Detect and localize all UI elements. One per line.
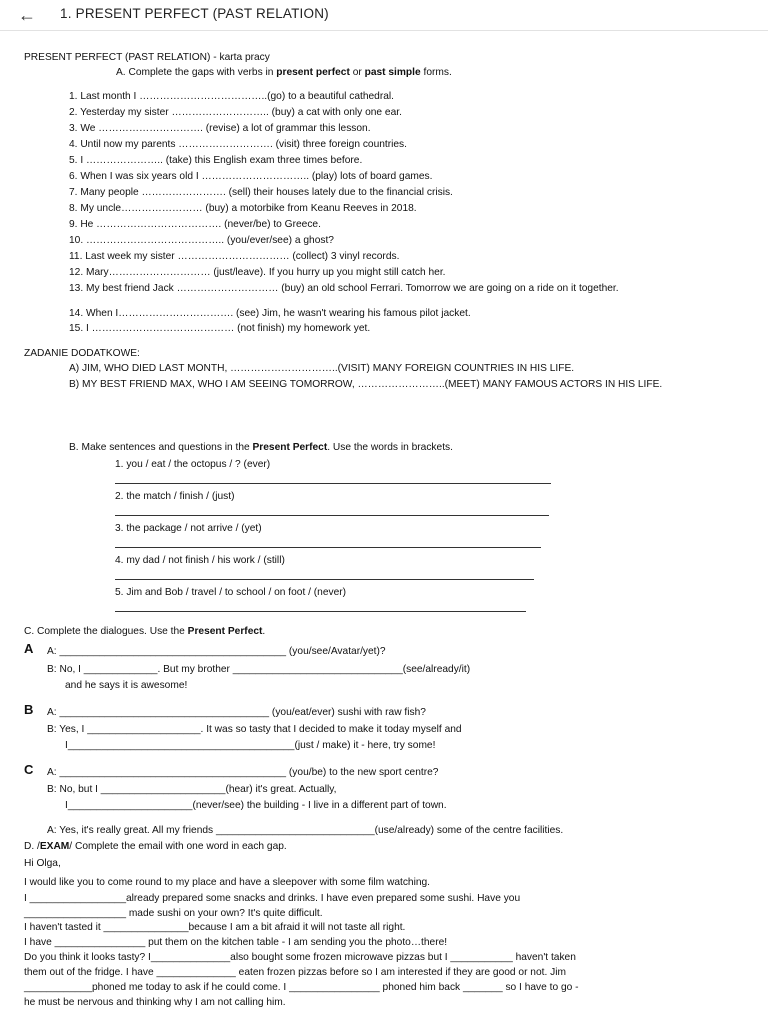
sentence-prompt: 2. the match / finish / (just)	[115, 491, 235, 502]
section-d-instructions: D. /EXAM/ Complete the email with one word in each gap.	[24, 841, 287, 852]
answer-line[interactable]	[115, 579, 534, 580]
email-line: I would like you to come round to my place and have a sleepover with some film watching.	[24, 877, 431, 888]
section-b-instructions: B. Make sentences and questions in the Present Perfect. Use the words in brackets.	[69, 442, 453, 453]
dialogue-letter: B	[24, 702, 34, 717]
exercise-item: 4. Until now my parents ………………………. (visit) three foreign countries.	[69, 139, 407, 150]
section-a-instructions: A. Complete the gaps with verbs in present perfect or past simple forms.	[116, 67, 452, 78]
dialogue-line: B: No, I _____________. But my brother ______________________________(see/already/it)	[47, 664, 471, 675]
email-line: __________________ made sushi on your own? It's quite difficult.	[24, 908, 323, 919]
exercise-item: 8. My uncle…………………… (buy) a motorbike from Keanu Reeves in 2018.	[69, 203, 417, 214]
exercise-item: 12. Mary………………………… (just/leave). If you hurry up you might still catch her.	[69, 267, 446, 278]
sentence-prompt: 1. you / eat / the octopus / ? (ever)	[115, 459, 271, 470]
dialogue-line: B: Yes, I ____________________. It was so tasty that I decided to make it today myself and	[47, 724, 462, 735]
email-line: Hi Olga,	[24, 858, 61, 869]
dialogue-line: B: No, but I ______________________(hear) it's great. Actually,	[47, 784, 337, 795]
dialogue-letter: C	[24, 762, 34, 777]
dialogue-line: I________________________________________(just / make) it - here, try some!	[65, 740, 436, 751]
exercise-item: 13. My best friend Jack ………………………… (buy) an old school Ferrari. Tomorrow we are going on a ride on it together.	[69, 283, 619, 294]
sentence-prompt: 5. Jim and Bob / travel / to school / on foot / (never)	[115, 587, 347, 598]
exercise-item: 11. Last week my sister …………………………… (collect) 3 vinyl records.	[69, 251, 400, 262]
email-line: Do you think it looks tasty? I______________also bought some frozen microwave pizzas but I ___________ haven't taken	[24, 952, 576, 963]
exercise-item: 7. Many people ……………………. (sell) their houses lately due to the financial crisis.	[69, 187, 453, 198]
exercise-item: 3. We …………………………. (revise) a lot of grammar this lesson.	[69, 123, 371, 134]
exercise-item: 15. I …………………………………… (not finish) my homework yet.	[69, 323, 371, 334]
sentence-prompt: 4. my dad / not finish / his work / (still)	[115, 555, 285, 566]
dialogue-line: A: ________________________________________ (you/be) to the new sport centre?	[47, 767, 439, 778]
exercise-item: 1. Last month I ………………………………..(go) to a beautiful cathedral.	[69, 91, 394, 102]
answer-line[interactable]	[115, 515, 549, 516]
email-line: I have ________________ put them on the kitchen table - I am sending you the photo…there!	[24, 937, 448, 948]
worksheet-heading: PRESENT PERFECT (PAST RELATION) - karta pracy	[24, 52, 270, 63]
email-line: he must be nervous and thinking why I am not calling him.	[24, 997, 286, 1008]
answer-line[interactable]	[115, 483, 551, 484]
document-title: 1. PRESENT PERFECT (PAST RELATION)	[60, 6, 329, 21]
exercise-item: 5. I ………………….. (take) this English exam three times before.	[69, 155, 363, 166]
extra-task-item: A) JIM, WHO DIED LAST MONTH, …………………………..(VISIT) MANY FOREIGN COUNTRIES IN HIS LIFE.	[69, 363, 575, 374]
arrow-left-icon[interactable]: ←	[18, 5, 36, 25]
dialogue-line: and he says it is awesome!	[65, 680, 188, 691]
email-line: them out of the fridge. I have ______________ eaten frozen pizzas before so I am interested if they are good or not. Jim	[24, 967, 566, 978]
section-c-instructions: C. Complete the dialogues. Use the Present Perfect.	[24, 626, 266, 637]
email-line: ____________phoned me today to ask if he could come. I ________________ phoned him back _______ so I have to go -	[24, 982, 579, 993]
dialogue-line: A: ________________________________________ (you/see/Avatar/yet)?	[47, 646, 386, 657]
exercise-item: 14. When I……………………………. (see) Jim, he wasn't wearing his famous pilot jacket.	[69, 308, 471, 319]
dialogue-letter: A	[24, 641, 34, 656]
answer-line[interactable]	[115, 611, 526, 612]
top-bar	[0, 0, 768, 31]
dialogue-line: A: _____________________________________ (you/eat/ever) sushi with raw fish?	[47, 707, 426, 718]
extra-task-title: ZADANIE DODATKOWE:	[24, 348, 140, 359]
exercise-item: 2. Yesterday my sister ……………………….. (buy) a cat with only one ear.	[69, 107, 402, 118]
exercise-item: 6. When I was six years old I ………………………….. (play) lots of board games.	[69, 171, 433, 182]
dialogue-line: I______________________(never/see) the building - I live in a different part of town.	[65, 800, 447, 811]
extra-task-item: B) MY BEST FRIEND MAX, WHO I AM SEEING TOMORROW, ……………………..(MEET) MANY FAMOUS ACTORS IN HIS LIFE.	[69, 379, 663, 390]
exercise-item: 10. ………………………………….. (you/ever/see) a ghost?	[69, 235, 334, 246]
answer-line[interactable]	[115, 547, 541, 548]
email-line: I haven't tasted it _______________because I am a bit afraid it will not taste all right.	[24, 922, 406, 933]
sentence-prompt: 3. the package / not arrive / (yet)	[115, 523, 262, 534]
exercise-item: 9. He ………………………………. (never/be) to Greece.	[69, 219, 321, 230]
dialogue-line: A: Yes, it's really great. All my friends ____________________________(use/already) some of the centre facilities.	[47, 825, 564, 836]
email-line: I _________________already prepared some snacks and drinks. I have even prepared some sushi. Have you	[24, 893, 521, 904]
